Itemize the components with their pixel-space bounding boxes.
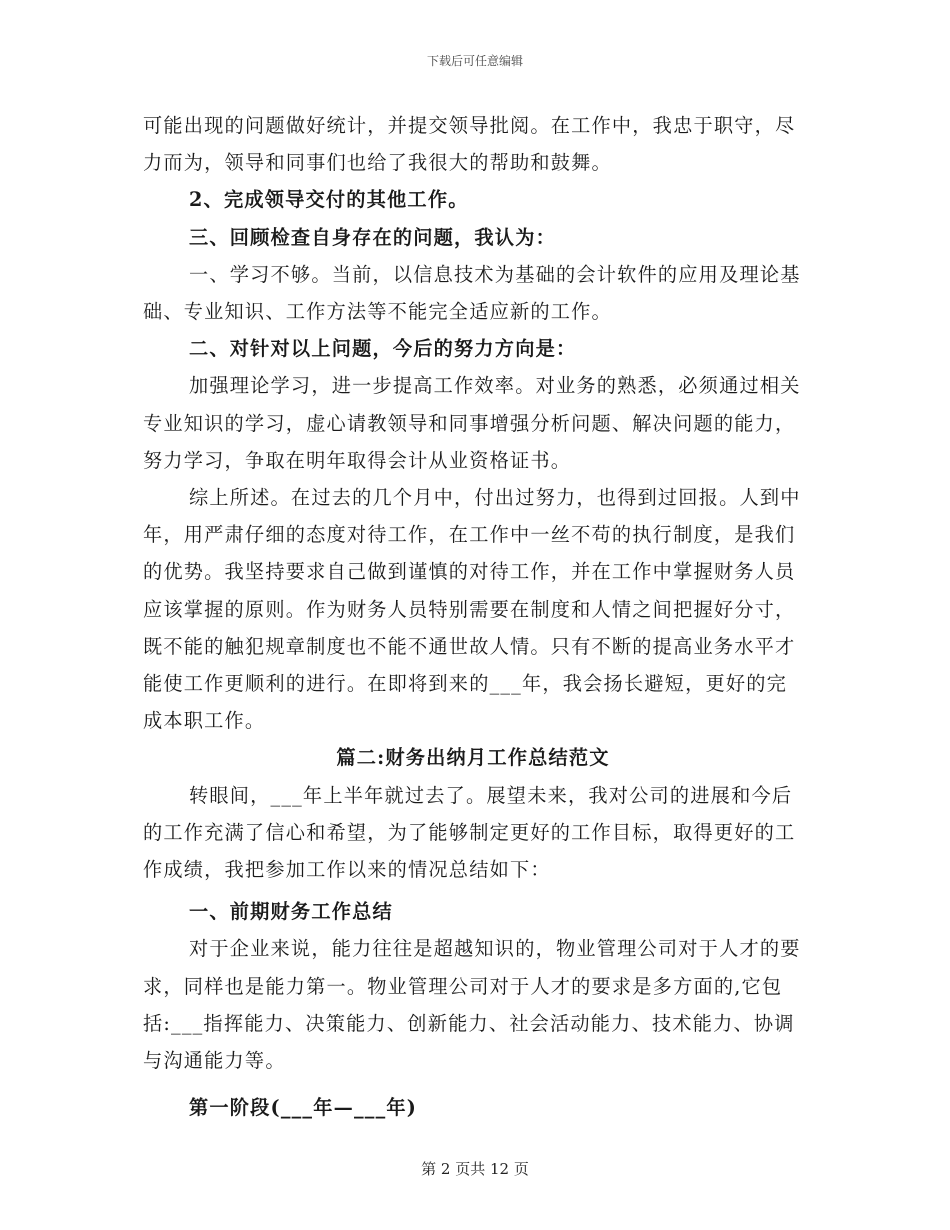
paragraph: 加强理论学习，进一步提高工作效率。对业务的熟悉，必须通过相关专业知识的学习，虚心请教领导和同事增强分析问题、解决问题的能力，努力学习，争取在明年取得会计从业资格证书。 <box>143 374 801 472</box>
stage-heading: 第一阶段(___年—___年) <box>189 1096 418 1120</box>
paragraph: 转眼间，___年上半年就过去了。展望未来，我对公司的进展和今后的工作充满了信心和希望，为了能够制定更好的工作目标，取得更好的工作成绩，我把参加工作以来的情况总结如下： <box>143 783 796 882</box>
paragraph: 对于企业来说，能力往往是超越知识的，物业管理公司对于人才的要求，同样也是能力第一。物业管理公司对于人才的要求是多方面的,它包括:___指挥能力、决策能力、创新能力、社会活动能力、技术能力、协调与沟通能力等。 <box>143 937 801 1073</box>
section-heading: 二、对针对以上问题，今后的努力方向是： <box>189 337 577 361</box>
article-title: 篇二:财务出纳月工作总结范文 <box>336 746 610 770</box>
list-item-heading: 2、完成领导交付的其他工作。 <box>189 188 469 212</box>
paragraph: 综上所述。在过去的几个月中，付出过努力，也得到过回报。人到中年，用严肃仔细的态度对待工作，在工作中一丝不苟的执行制度，是我们的优势。我坚持要求自己做到谨慎的对待工作，并在工作中掌握财务人员应该掌握的原则。作为财务人员特别需要在制度和人情之间把握好分寸，既不能的触犯规章制度也不能不通世故人情。只有不断的提高业务水平才能使工作更顺利的进行。在即将到来的___年，我会扬长避短，更好的完成本职工作。 <box>143 486 801 733</box>
section-heading: 一、前期财务工作总结 <box>189 900 393 924</box>
page-footer: 第 2 页共 12 页 <box>421 1160 529 1178</box>
paragraph: 一、学习不够。当前，以信息技术为基础的会计软件的应用及理论基础、专业知识、工作方法等不能完全适应新的工作。 <box>143 262 801 324</box>
document-body <box>143 107 803 1126</box>
paragraph: 可能出现的问题做好统计，并提交领导批阅。在工作中，我忠于职守，尽力而为，领导和同事们也给了我很大的帮助和鼓舞。 <box>143 114 796 175</box>
section-heading: 三、回顾检查自身存在的问题，我认为： <box>189 225 556 249</box>
page-header: 下载后可任意编辑 <box>426 54 523 68</box>
